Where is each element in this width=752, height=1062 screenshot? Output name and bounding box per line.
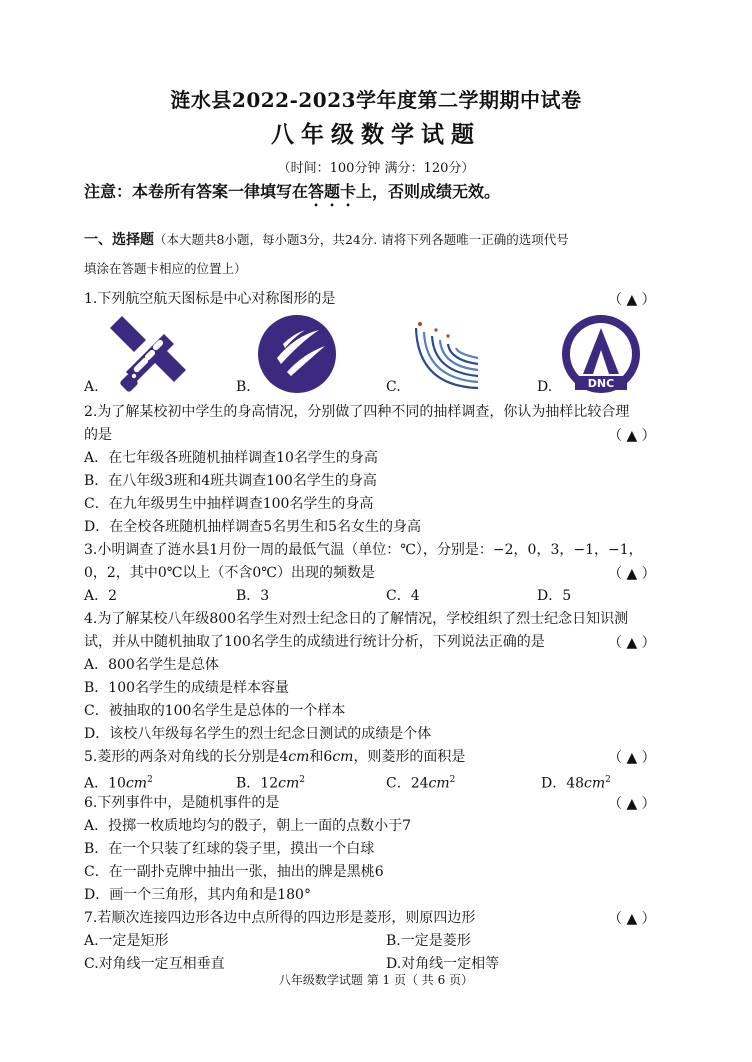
time-info: （时间：100分钟 满分：120分） bbox=[277, 161, 475, 176]
q6-option-a: A．投掷一枚质地均匀的骰子，朝上一面的点数小于7 bbox=[84, 818, 412, 834]
exam-subtitle: 八年级数学试题 bbox=[271, 121, 481, 148]
q4-option-d: D．该校八年级每名学生的烈士纪念日测试的成绩是个体 bbox=[84, 726, 432, 742]
q2-answer-mark: （ ▲ ） bbox=[608, 428, 656, 444]
q7-stem: 7.若顺次连接四边形各边中点所得的四边形是菱形，则原四边形 bbox=[84, 910, 476, 926]
q4-option-b: B．100名学生的成绩是样本容量 bbox=[84, 680, 290, 696]
page-footer: 八年级数学试题 第 1 页（ 共 6 页） bbox=[278, 973, 474, 987]
q1-stem: 1.下列航空航天图标是中心对称图形的是 bbox=[84, 291, 336, 307]
q2-option-a: A．在七年级各班随机抽样调查10名学生的身高 bbox=[84, 450, 378, 466]
notice: 注意：本卷所有答案一律填写在答题卡上，否则成绩无效。 bbox=[84, 182, 501, 201]
dnc-logo-text: DNC bbox=[587, 377, 615, 390]
q7-option-d: D.对角线一定相等 bbox=[386, 956, 500, 972]
q2-option-b: B．在八年级3班和4班共调查100名学生的身高 bbox=[84, 473, 377, 489]
q1-option-a-label: A. bbox=[84, 379, 99, 395]
q6-answer-mark: （ ▲ ） bbox=[608, 796, 656, 812]
dnc-logo-icon bbox=[561, 314, 641, 394]
q3-option-a: A．2 bbox=[84, 588, 118, 604]
q2-option-c: C．在九年级男生中抽样调查100名学生的身高 bbox=[84, 496, 374, 512]
q5-option-b: B．$12cm^2$ bbox=[236, 775, 305, 792]
q4-answer-mark: （ ▲ ） bbox=[608, 635, 656, 651]
q5-answer-mark: （ ▲ ） bbox=[608, 750, 656, 766]
q1-answer-mark: （ ▲ ） bbox=[608, 292, 656, 308]
q3-stem-line2: 0，2，其中0℃以上（不含0℃）出现的频数是 bbox=[84, 565, 375, 581]
q7-option-a: A.一定是矩形 bbox=[84, 933, 169, 949]
q5-option-a: A．$10cm^2$ bbox=[84, 775, 153, 792]
q3-option-b: B．3 bbox=[236, 588, 270, 604]
q7-answer-mark: （ ▲ ） bbox=[608, 911, 656, 927]
section-desc-line2: 填涂在答题卡相应的位置上） bbox=[84, 261, 247, 276]
q6-stem: 6.下列事件中，是随机事件的是 bbox=[84, 795, 280, 811]
q5-stem: 5.菱形的两条对角线的长分别是4cm和6cm，则菱形的面积是 bbox=[84, 749, 466, 765]
q2-stem-line1: 2.为了解某校初中学生的身高情况，分别做了四种不同的抽样调查，你认为抽样比较合理 bbox=[84, 404, 630, 420]
notice-emphasis: 答题卡 bbox=[308, 182, 357, 201]
q1-option-d-label: D. bbox=[537, 379, 553, 395]
q5-option-c: C．$24cm^2$ bbox=[386, 775, 456, 792]
q7-option-c: C.对角线一定互相垂直 bbox=[84, 956, 225, 972]
q6-option-b: B．在一个只装了红球的袋子里，摸出一个白球 bbox=[84, 841, 375, 857]
q2-option-d: D．在全校各班随机抽样调查5名男生和5名女生的身高 bbox=[84, 519, 422, 535]
q4-option-a: A．800名学生是总体 bbox=[84, 657, 219, 673]
satellite-icon bbox=[104, 312, 190, 394]
q4-stem-line2: 试，并从中随机抽取了100名学生的成绩进行统计分析，下列说法正确的是 bbox=[84, 634, 545, 650]
q6-option-c: C．在一副扑克牌中抽出一张，抽出的牌是黑桃6 bbox=[84, 864, 384, 880]
striped-disc-icon bbox=[257, 314, 337, 394]
q7-option-b: B.一定是菱形 bbox=[386, 933, 471, 949]
q1-option-b-label: B. bbox=[236, 379, 251, 395]
q4-stem-line1: 4.为了解某校八年级800名学生对烈士纪念日的了解情况，学校组织了烈士纪念日知识测 bbox=[84, 611, 629, 627]
q3-option-c: C．4 bbox=[386, 588, 420, 604]
orbit-arcs-icon bbox=[408, 316, 486, 394]
q2-stem-line2: 的是 bbox=[84, 427, 112, 443]
q5-option-d: D．$48cm^2$ bbox=[541, 775, 611, 792]
q3-option-d: D．5 bbox=[537, 588, 572, 604]
q3-answer-mark: （ ▲ ） bbox=[608, 566, 656, 582]
q1-option-c-label: C. bbox=[386, 379, 401, 395]
q3-stem-line1: 3.小明调查了涟水县1月份一周的最低气温（单位：℃），分别是：−2，0，3，−1，−1， bbox=[84, 542, 643, 558]
q6-option-d: D．画一个三角形，其内角和是180° bbox=[84, 887, 311, 903]
exam-title: 涟水县2022-2023学年度第二学期期中试卷 bbox=[170, 88, 582, 112]
section-heading: 一、选择题（本大题共8小题，每小题3分，共24分. 请将下列各题唯一正确的选项代号 bbox=[84, 232, 569, 248]
q4-option-c: C．被抽取的100名学生是总体的一个样本 bbox=[84, 703, 346, 719]
